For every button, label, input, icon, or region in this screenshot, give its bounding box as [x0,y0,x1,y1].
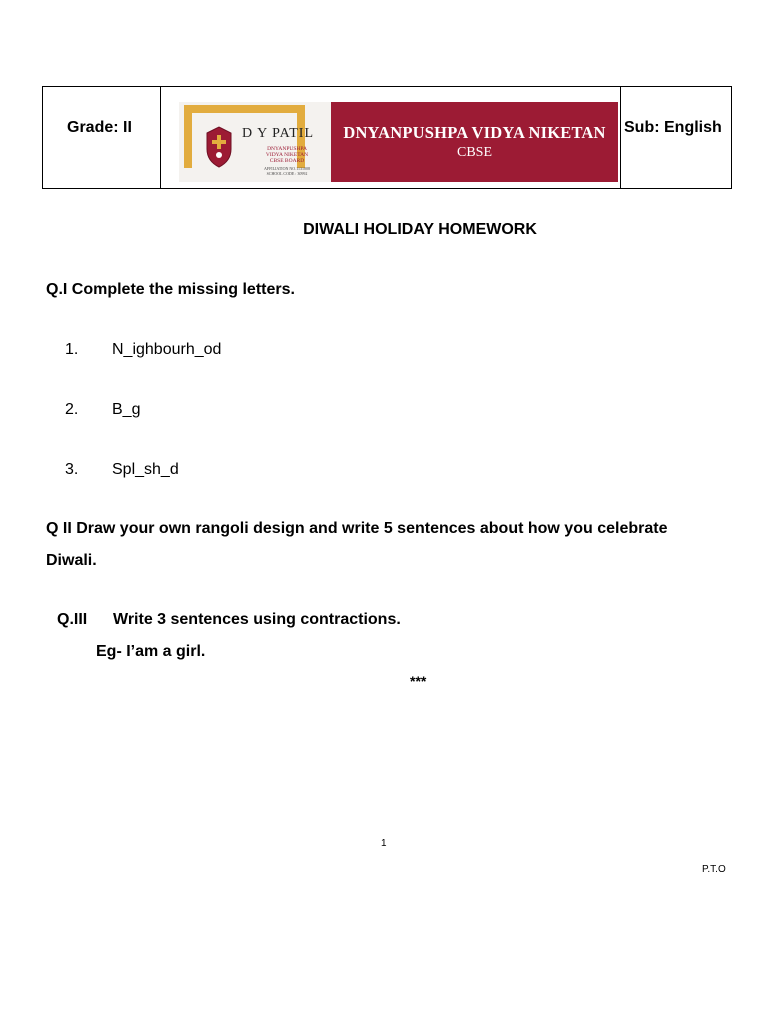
school-name: DNYANPUSHPA VIDYA NIKETAN [343,123,606,142]
pto-note: P.T.O [702,864,726,875]
list-item-number: 3. [65,461,79,478]
section-separator-stars: *** [410,673,427,689]
question-2-line-2: Diwali. [46,552,97,569]
logo-subline: CBSE BOARD [269,158,305,164]
list-item-text: N_ighbourh_od [112,341,222,358]
logo-subline: VIDYA NIKETAN [265,152,309,158]
header-table [42,86,732,189]
logo-subline: DNYANPUSHPA [267,146,307,152]
header-divider [620,87,621,188]
question-3-text: Write 3 sentences using contractions. [113,611,401,628]
crest-icon [203,125,235,169]
question-3-label: Q.III [57,611,88,628]
logo-name-banner [331,102,618,182]
header-divider [160,87,161,188]
grade-label: Grade: II [67,119,132,136]
list-item-number: 2. [65,401,79,418]
school-board: CBSE [456,145,492,160]
logo-fine-print: AFFILIATION NO.1131008 [263,166,311,171]
question-2-line-1: Q II Draw your own rangoli design and write 5 sentences about how you celebrate [46,520,668,537]
logo-emblem-panel [179,102,331,182]
page-number: 1 [381,838,387,849]
question-1-heading: Q.I Complete the missing letters. [46,281,295,298]
list-item-number: 1. [65,341,79,358]
logo-fine-print: SCHOOL CODE : 30992 [266,171,308,176]
question-3-example: Eg- I’am a girl. [96,643,206,660]
list-item-text: Spl_sh_d [112,461,179,478]
logo-brand: D Y PATIL [242,126,315,141]
school-logo [179,102,618,182]
list-item-text: B_g [112,401,141,418]
subject-label: Sub: English [624,119,722,136]
page-title: DIWALI HOLIDAY HOMEWORK [303,221,537,238]
